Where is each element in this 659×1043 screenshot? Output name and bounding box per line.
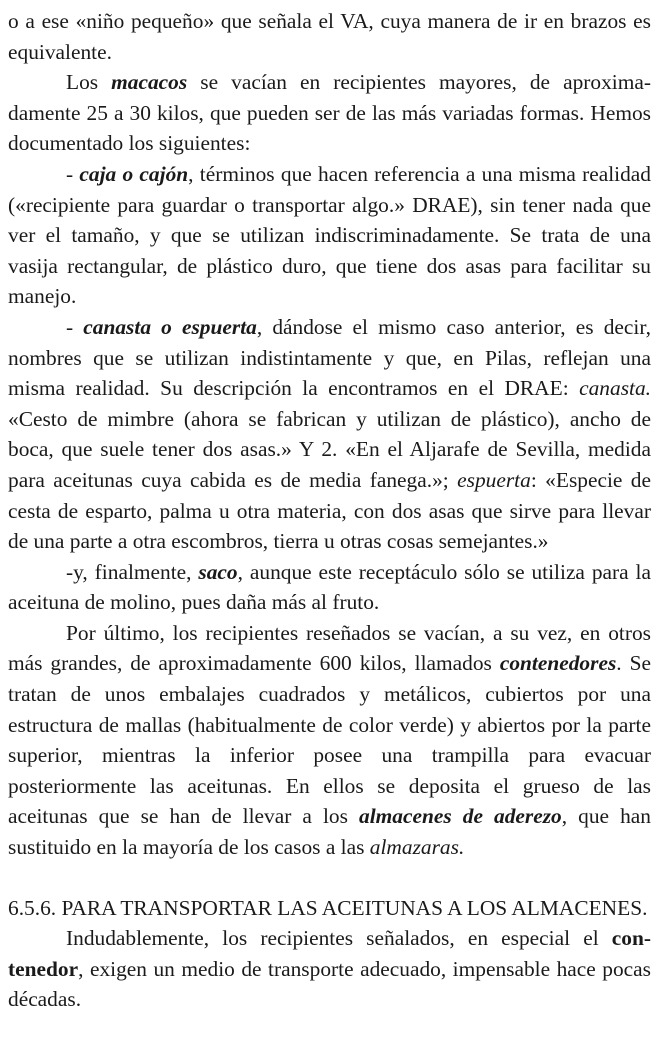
paragraph-macacos [8, 67, 651, 159]
term-canasta-italic: canasta. [579, 376, 651, 401]
paragraph-saco [8, 557, 651, 618]
paragraph-canasta [8, 312, 651, 557]
text-run: , dándose el mismo caso anterior, es decir, nombres que se utilizan indistintamente y que, en Pilas, reflejan una misma realidad. Su descripción la encontramos en el DRAE: [8, 314, 651, 401]
text-run: «Cesto de mimbre (ahora se fabrican y utilizan de plástico), ancho de boca, que suele tener dos asas.» Y 2. «En el Aljarafe de Sevilla, medida para aceitunas cuya cabida es de media fanega.»; [8, 406, 651, 492]
term-almacenes: almacenes de aderezo [359, 804, 562, 829]
term-almazaras: almazaras. [369, 835, 465, 860]
text-run: , exigen un medio de transporte adecuado, impensable hace pocas décadas. [8, 956, 651, 1012]
text-run: , términos que hacen referencia a una misma realidad («recipiente para guardar o transportar algo.» DRAE), sin tener nada que ver el tamaño, y que se utilizan indiscriminadamente. Se trata de una vasija rectangular, de plástico duro, que tiene dos asas para facilitar su manejo. [8, 161, 651, 309]
text-run: se vacían en recipientes mayores, de aproximadamente 25 a 30 kilos, que pueden ser de las más variadas formas. Hemos documentado los siguientes: [8, 70, 652, 156]
text-run: . Se tratan de unos embalajes cuadrados y metálicos, cubiertos por una estructura de mallas (habitualmente de color verde) y abiertos por la parte superior, mientras la inferior posee una trampilla para evacuar posteriormente las aceitunas. En ellos se deposita el grueso de las aceitunas que se han de llevar a los [8, 651, 651, 829]
text-run: o a ese «niño pequeño» que señala el VA, cuya manera de ir en brazos es equivalente. [8, 9, 651, 64]
section-heading: 6.5.6. PARA TRANSPORTAR LAS ACEITUNAS A LOS ALMACENES. [8, 895, 648, 920]
paragraph-caja [8, 159, 651, 312]
paragraph-transporte [8, 923, 651, 1015]
text-run: - [66, 314, 84, 339]
text-run: , que han sustituido en la mayoría de los casos a las [8, 804, 651, 860]
term-contenedores: contenedores [499, 651, 617, 676]
text-run: - [66, 161, 80, 186]
text-run: Indudablemente, los recipientes señalados, en especial el [66, 926, 612, 951]
paragraph-contenedores [8, 618, 651, 863]
term-macacos: macacos [111, 70, 188, 95]
text-run: : «Especie de cesta de esparto, palma u otra materia, con dos asas que sirve para llevar de una parte a otra escombros, tierra u otras cosas semejantes.» [8, 467, 651, 554]
term-caja: caja o cajón [79, 161, 189, 186]
paragraph-continuation [8, 6, 651, 67]
term-espuerta-italic: espuerta [457, 467, 531, 492]
text-run: Los [66, 70, 112, 95]
term-canasta: canasta o espuerta [83, 314, 257, 339]
text-run: Por último, los recipientes reseñados se vacían, a su vez, en otros más grandes, de aproximadamente 600 kilos, llamados [8, 620, 651, 676]
text-run: -y, finalmente, [66, 559, 199, 584]
term-saco: saco [198, 559, 238, 584]
term-contenedor: contenedor [8, 926, 651, 981]
text-run: , aunque este receptáculo sólo se utiliza para la aceituna de molino, pues daña más al fruto. [8, 559, 651, 615]
